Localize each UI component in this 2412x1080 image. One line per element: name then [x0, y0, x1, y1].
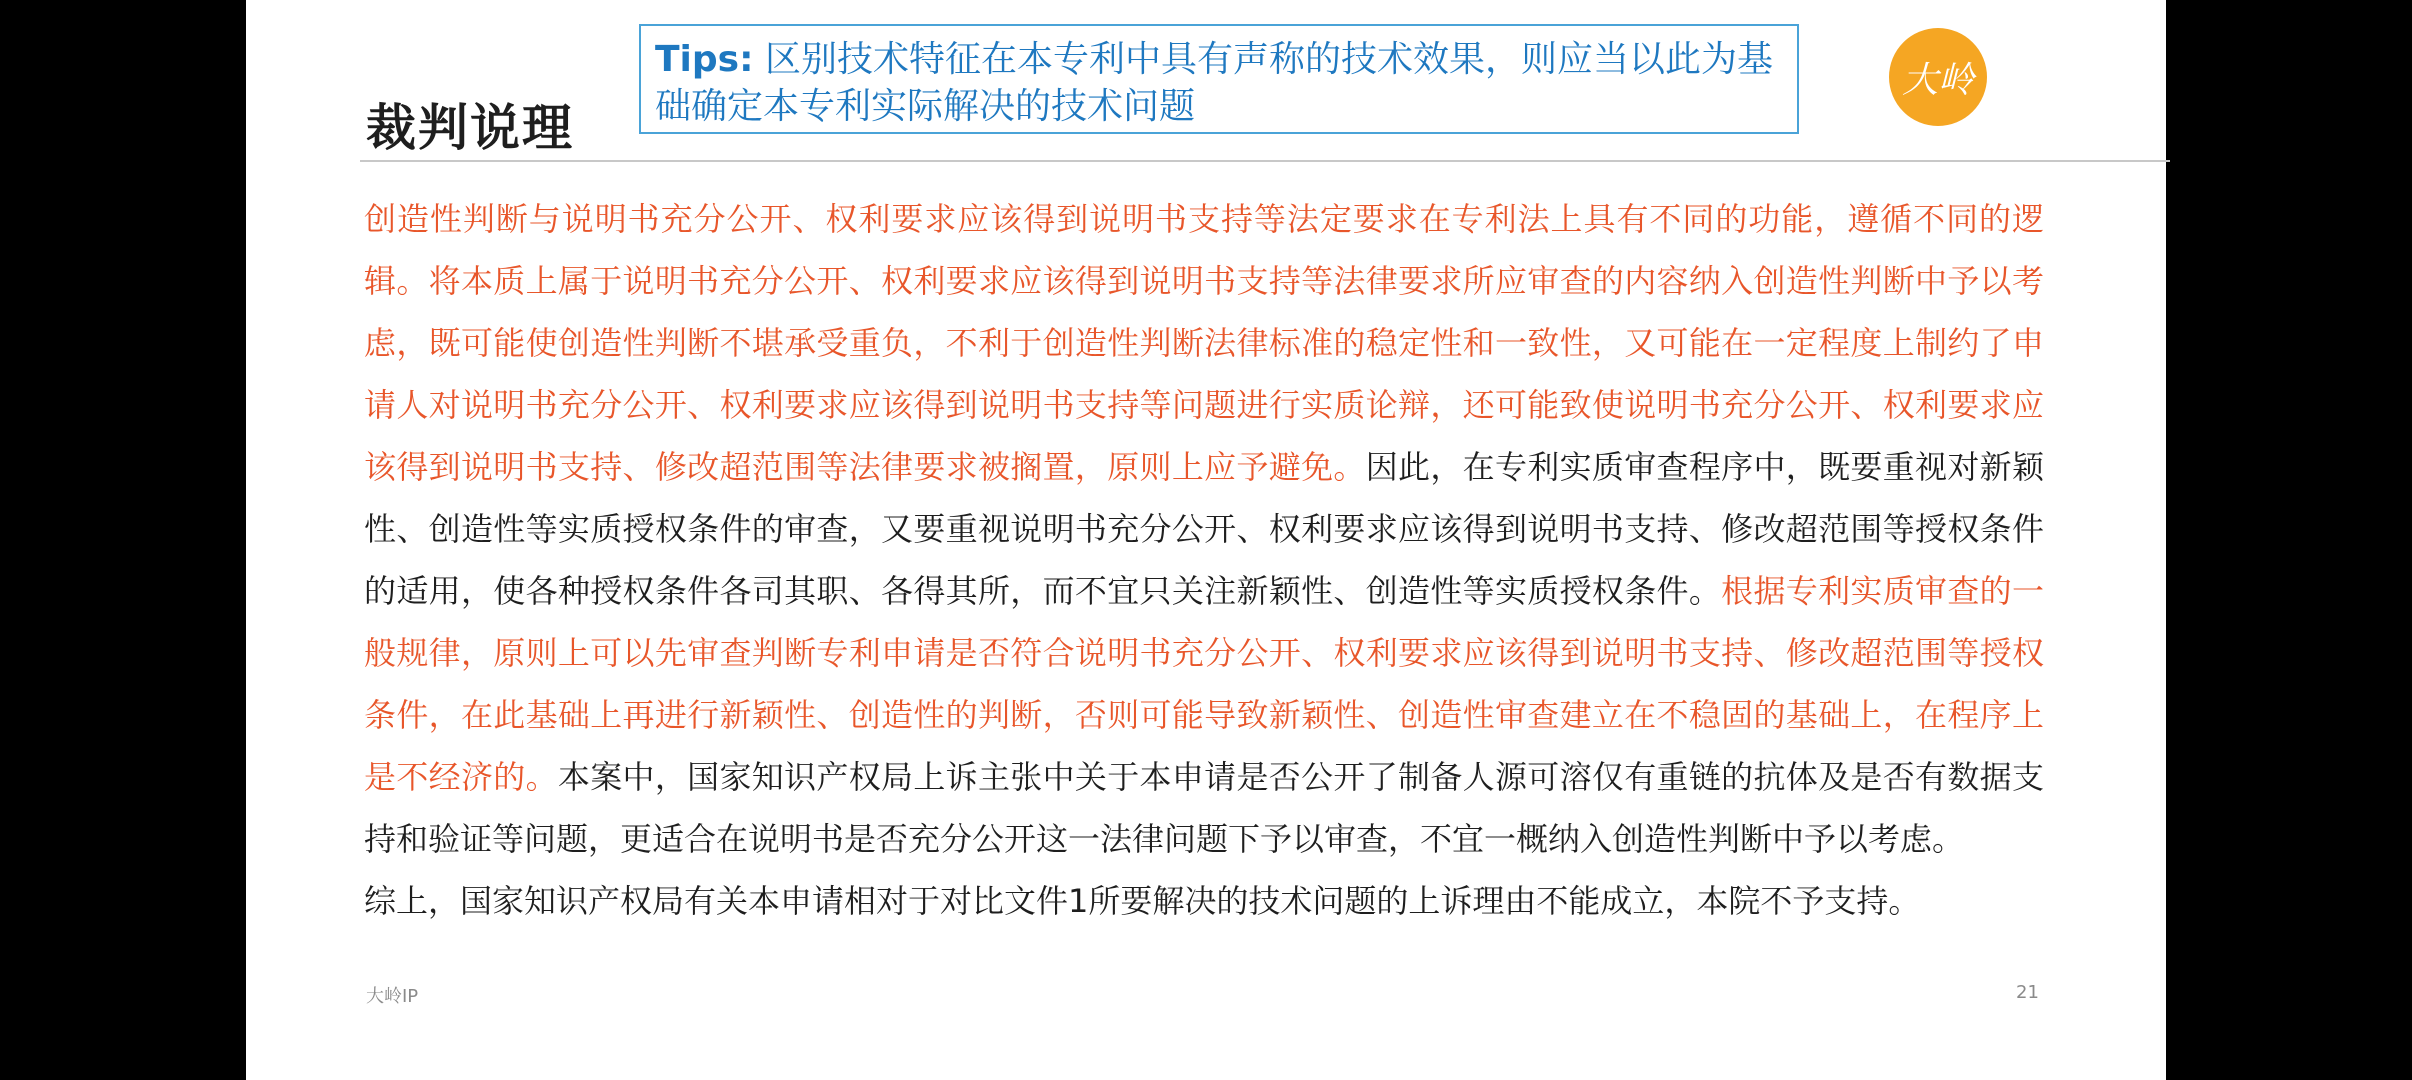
page-number: 21	[2016, 982, 2039, 1003]
tips-box	[639, 24, 1799, 134]
paragraph-2: 综上，国家知识产权局有关本申请相对于对比文件1所要解决的技术问题的上诉理由不能成立，本院不予支持。	[364, 882, 1921, 920]
tips-label: Tips:	[655, 39, 754, 80]
paragraph-1	[364, 188, 2044, 870]
highlight-segment-1: 创造性判断与说明书充分公开、权利要求应该得到说明书支持等法定要求在专利法上具有不同的功能，遵循不同的逻辑。将本质上属于说明书充分公开、权利要求应该得到说明书支持等法律要求所应审查的内容纳入创造性判断中予以考虑，既可能使创造性判断不堪承受重负，不利于创造性判断法律标准的稳定性和一致性，又可能在一定程度上制约了申请人对说明书充分公开、权利要求应该得到说明书支持等问题进行实质论辩，还可能致使说明书充分公开、权利要求应该得到说明书支持、修改超范围等法律要求被搁置，原则上应予避免。	[364, 200, 2044, 486]
footer-brand: 大岭IP	[366, 986, 419, 1007]
highlight-segment-3: 根据专利实质审查的一般规律，原则上可以先审查判断专利申请是否符合说明书充分公开、权利要求应该得到说明书支持、修改超范围等授权条件，在此基础上再进行新颖性、创造性的判断，否则可能导致新颖性、创造性审查建立在不稳固的基础上，在程序上是不经济的。	[364, 572, 2044, 796]
logo-text: 大岭	[1901, 59, 1974, 101]
tips-text: 区别技术特征在本专利中具有声称的技术效果，则应当以此为基础确定本专利实际解决的技术问题	[655, 39, 1773, 127]
title-divider	[360, 160, 2170, 162]
slide	[246, 0, 2166, 1080]
body-text	[364, 188, 2044, 932]
logo-icon	[1889, 28, 1987, 126]
slide-title: 裁判说理	[366, 99, 574, 157]
normal-segment-4: 本案中，国家知识产权局上诉主张中关于本申请是否公开了制备人源可溶仅有重链的抗体及是否有数据支持和验证等问题，更适合在说明书是否充分公开这一法律问题下予以审查，不宜一概纳入创造性判断中予以考虑。	[364, 758, 2044, 858]
normal-segment-2: 因此，在专利实质审查程序中，既要重视对新颖性、创造性等实质授权条件的审查，又要重视说明书充分公开、权利要求应该得到说明书支持、修改超范围等授权条件的适用，使各种授权条件各司其职、各得其所，而不宜只关注新颖性、创造性等实质授权条件。	[364, 448, 2044, 610]
